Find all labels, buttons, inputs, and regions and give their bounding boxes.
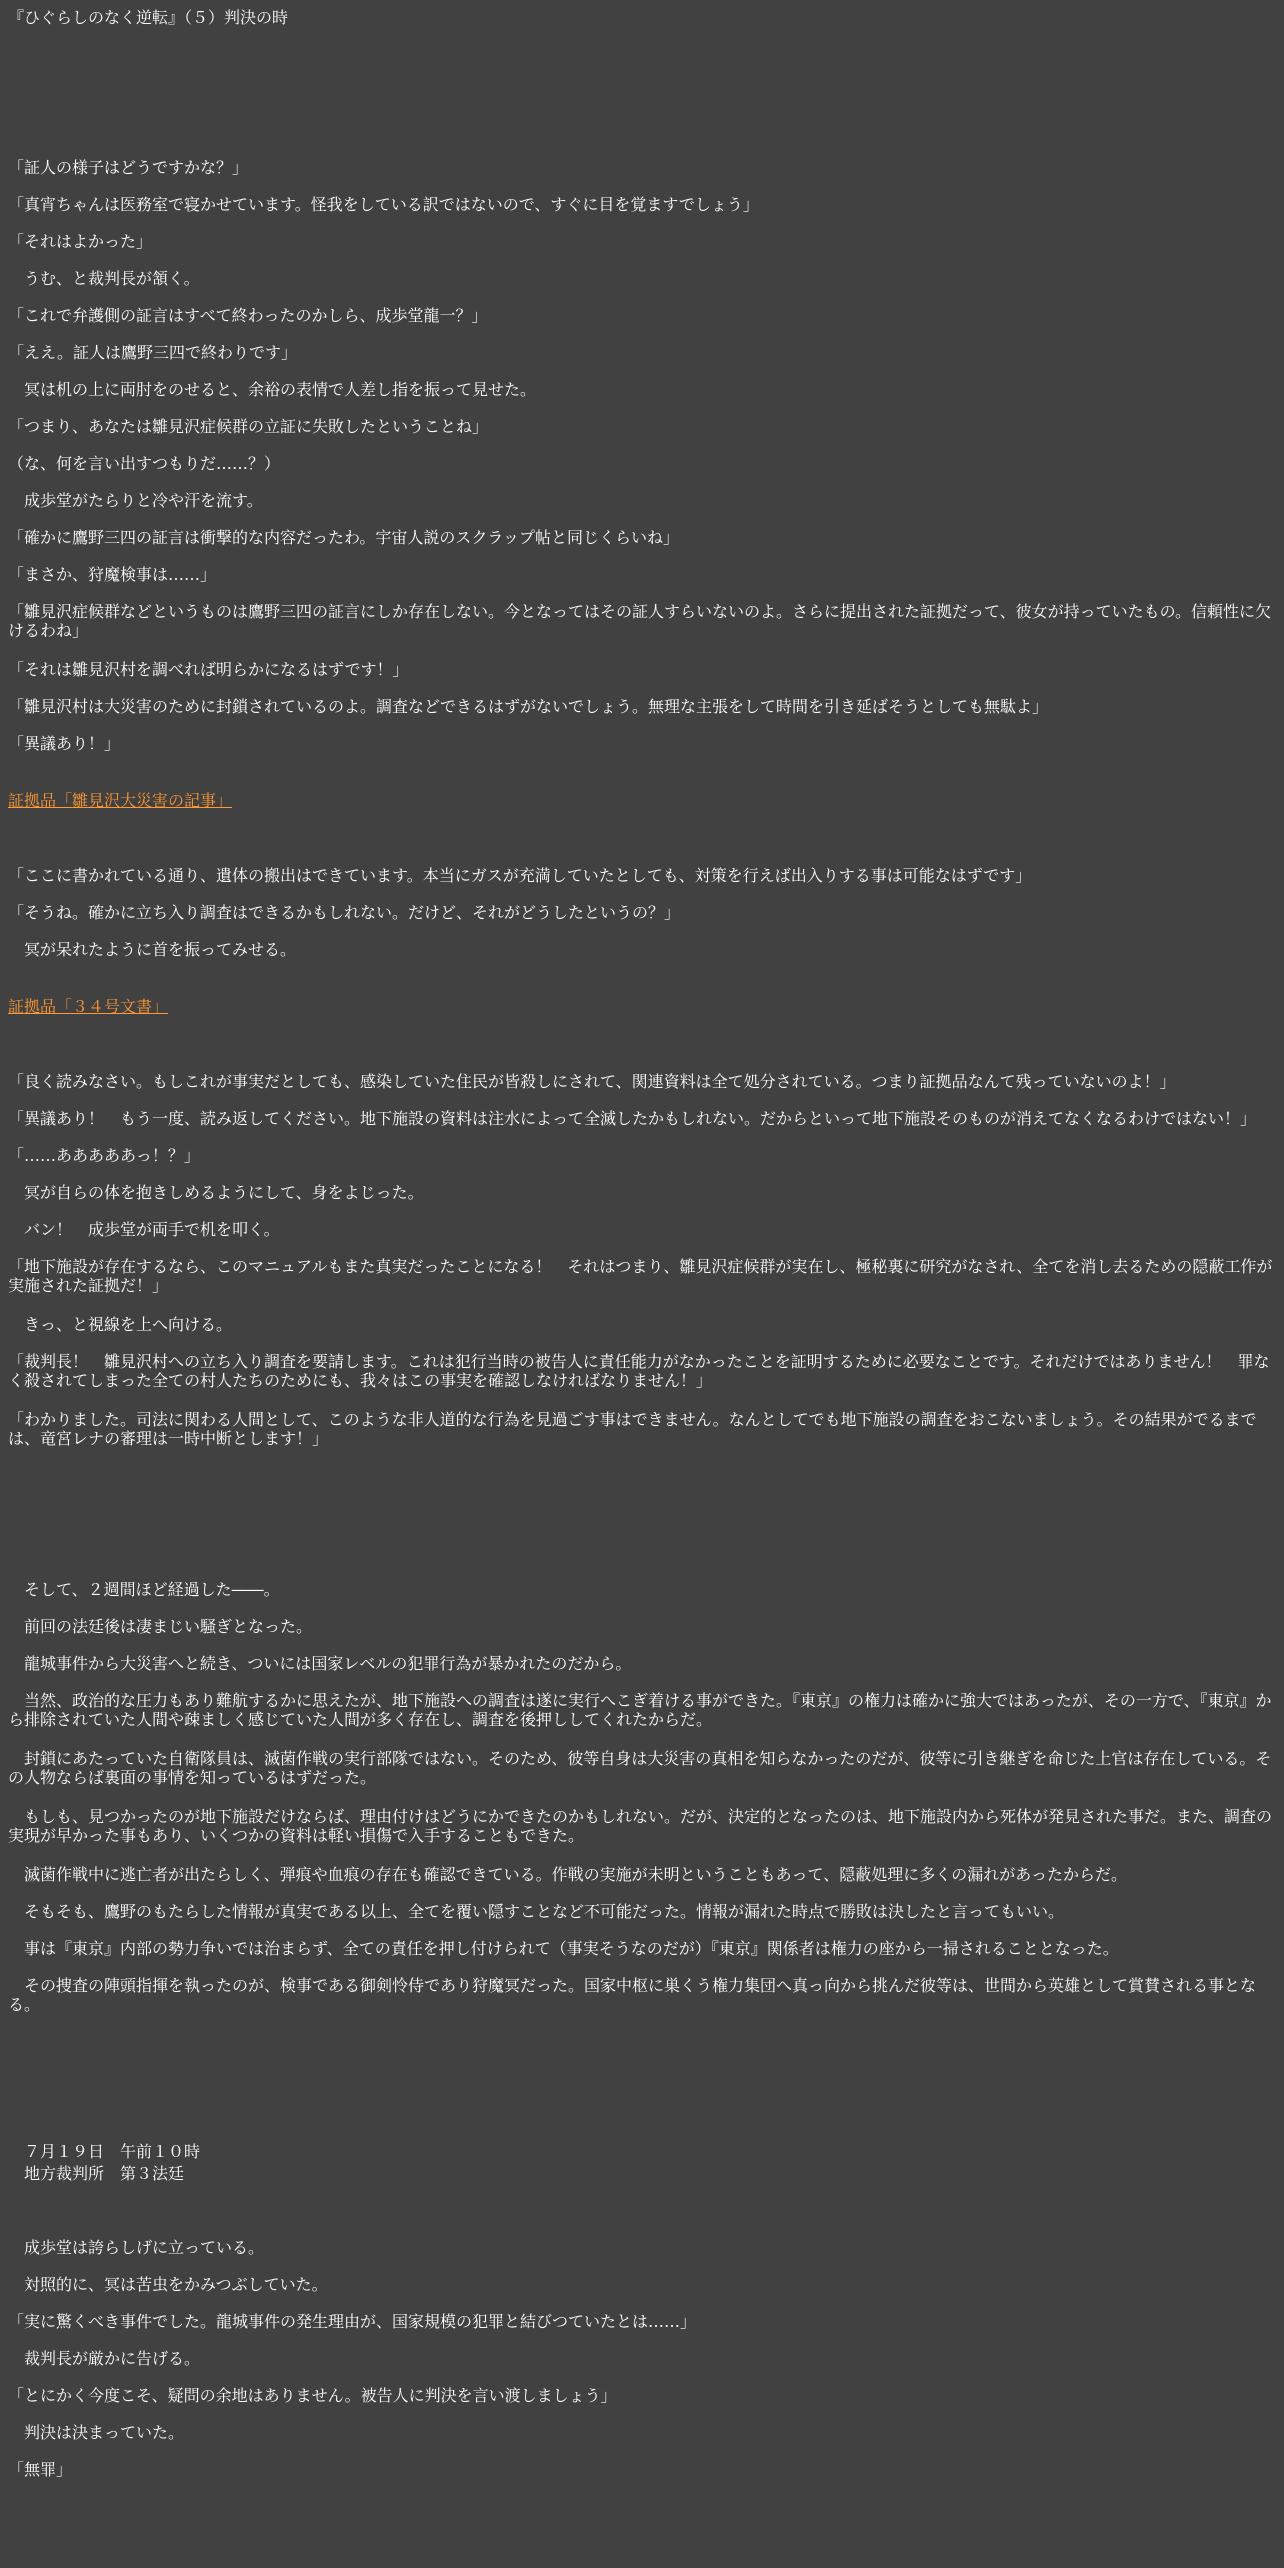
paragraph: 「証人の様子はどうですかな？」 bbox=[8, 158, 249, 177]
verdict: 「無罪」 bbox=[8, 2460, 73, 2479]
paragraph: その捜査の陣頭指揮を執ったのが、検事である御剣怜侍であり狩魔冥だった。国家中枢に巣くう権力集団へ真っ向から挑んだ彼等は、世間から英雄として賞賛される事となる。 bbox=[8, 1976, 1257, 2014]
paragraph: 「それは雛見沢村を調べれば明らかになるはずです！」 bbox=[8, 660, 409, 679]
paragraph: 「ええ。証人は鷹野三四で終わりです」 bbox=[8, 343, 297, 362]
paragraph: 「これで弁護側の証言はすべて終わったのかしら、成歩堂龍一？」 bbox=[8, 306, 488, 325]
paragraph: 「そうね。確かに立ち入り調査はできるかもしれない。だけど、それがどうしたというの？」 bbox=[8, 903, 681, 922]
paragraph: 冥は机の上に両肘をのせると、余裕の表情で人差し指を振って見せた。 bbox=[8, 380, 537, 399]
paragraph: 前回の法廷後は凄まじい騒ぎとなった。 bbox=[8, 1617, 313, 1636]
paragraph: 封鎖にあたっていた自衛隊員は、滅菌作戦の実行部隊ではない。そのため、彼等自身は大災害の真相を知らなかったのだが、彼等に引き継ぎを命じた上官は存在している。その人物ならば裏面の事情を知っているはずだった。 bbox=[8, 1749, 1272, 1787]
paragraph: 「地下施設が存在するなら、このマニュアルもまた真実だったことになる！ それはつまり、雛見沢症候群が実在し、極秘裏に研究がなされ、全てを消し去るための隠蔽工作が実施された証拠だ！」 bbox=[8, 1257, 1273, 1295]
paragraph: そして、２週間ほど経過した――。 bbox=[8, 1580, 280, 1599]
paragraph: 「……あああああっ！？」 bbox=[8, 1146, 200, 1165]
paragraph: 「異議あり！」 bbox=[8, 734, 121, 753]
paragraph: 冥が自らの体を抱きしめるようにして、身をよじった。 bbox=[8, 1183, 424, 1202]
paragraph: 「雛見沢症候群などというものは鷹野三四の証言にしか存在しない。今となってはその証人すらいないのよ。さらに提出された証拠だって、彼女が持っていたもの。信頼性に欠けるわね」 bbox=[8, 602, 1272, 640]
dateline-date: ７月１９日 午前１０時 bbox=[8, 2142, 201, 2161]
dateline-place: 地方裁判所 第３法廷 bbox=[8, 2164, 185, 2183]
paragraph: もしも、見つかったのが地下施設だけならば、理由付けはどうにかできたのかもしれない。だが、決定的となったのは、地下施設内から死体が発見された事だ。また、調査の実現が早かった事もあり、いくつかの資料は軽い損傷で入手することもできた。 bbox=[8, 1807, 1273, 1845]
paragraph: 滅菌作戦中に逃亡者が出たらしく、弾痕や血痕の存在も確認できている。作戦の実施が未明ということもあって、隠蔽処理に多くの漏れがあったからだ。 bbox=[8, 1865, 1128, 1884]
paragraph: 龍城事件から大災害へと続き、ついには国家レベルの犯罪行為が暴かれたのだから。 bbox=[8, 1654, 632, 1673]
paragraph: 冥が呆れたように首を振ってみせる。 bbox=[8, 940, 297, 959]
paragraph: バン！ 成歩堂が両手で机を叩く。 bbox=[8, 1220, 280, 1239]
paragraph: 「ここに書かれている通り、遺体の搬出はできています。本当にガスが充満していたとしても、対策を行えば出入りする事は可能なはずです」 bbox=[8, 866, 1032, 885]
paragraph: 「実に驚くべき事件でした。龍城事件の発生理由が、国家規模の犯罪と結びつていたとは……」 bbox=[8, 2312, 697, 2331]
paragraph: 「裁判長！ 雛見沢村への立ち入り調査を要請します。これは犯行当時の被告人に責任能力がなかったことを証明するために必要なことです。それだけではありません！ 罪なく殺されてしまった全ての村人たちのためにも、我々はこの事実を確認しなければなりません！」 bbox=[8, 1352, 1270, 1390]
paragraph: （な、何を言い出すつもりだ……？） bbox=[8, 454, 281, 473]
paragraph: 「まさか、狩魔検事は……」 bbox=[8, 565, 217, 584]
paragraph: 「異議あり！ もう一度、読み返してください。地下施設の資料は注水によって全滅したかもしれない。だからといって地下施設そのものが消えてなくなるわけではない！」 bbox=[8, 1109, 1257, 1128]
paragraph: 裁判長が厳かに告げる。 bbox=[8, 2349, 201, 2368]
paragraph: 判決は決まっていた。 bbox=[8, 2423, 185, 2442]
paragraph: 「確かに鷹野三四の証言は衝撃的な内容だったわ。宇宙人説のスクラップ帖と同じくらいね」 bbox=[8, 528, 680, 547]
paragraph: 「とにかく今度こそ、疑問の余地はありません。被告人に判決を言い渡しましょう」 bbox=[8, 2386, 617, 2405]
paragraph: 事は『東京』内部の勢力争いでは治まらず、全ての責任を押し付けられて（事実そうなのだが）『東京』関係者は権力の座から一掃されることとなった。 bbox=[8, 1939, 1119, 1958]
paragraph: 当然、政治的な圧力もあり難航するかに思えたが、地下施設への調査は遂に実行へこぎ着ける事ができた。『東京』の権力は確かに強大ではあったが、その一方で、『東京』から排除されていた人間や疎ましく感じていた人間が多く存在し、調査を後押ししてくれたからだ。 bbox=[8, 1691, 1272, 1729]
paragraph: 「つまり、あなたは雛見沢症候群の立証に失敗したということね」 bbox=[8, 417, 489, 436]
paragraph: 対照的に、冥は苦虫をかみつぶしていた。 bbox=[8, 2275, 328, 2294]
evidence-link-document-34[interactable]: 証拠品「３４号文書」 bbox=[8, 997, 169, 1016]
paragraph: 「わかりました。司法に関わる人間として、このような非人道的な行為を見過ごす事はできません。なんとしてでも地下施設の調査をおこないましょう。その結果がでるまでは、竜宮レナの審理は一時中断とします！」 bbox=[8, 1410, 1257, 1448]
paragraph: 「雛見沢村は大災害のために封鎖されているのよ。調査などできるはずがないでしょう。無理な主張をして時間を引き延ばそうとしても無駄よ」 bbox=[8, 697, 1049, 716]
paragraph: そもそも、鷹野のもたらした情報が真実である以上、全てを覆い隠すことなど不可能だった。情報が漏れた時点で勝敗は決したと言ってもいい。 bbox=[8, 1902, 1065, 1921]
paragraph: うむ、と裁判長が頷く。 bbox=[8, 269, 200, 288]
paragraph: 「真宵ちゃんは医務室で寝かせています。怪我をしている訳ではないので、すぐに目を覚ますでしょう」 bbox=[8, 195, 759, 214]
paragraph: 成歩堂は誇らしげに立っている。 bbox=[8, 2238, 265, 2257]
evidence-link-disaster-article[interactable]: 証拠品「雛見沢大災害の記事」 bbox=[8, 791, 233, 810]
paragraph: 「それはよかった」 bbox=[8, 232, 153, 251]
paragraph: 「良く読みなさい。もしこれが事実だとしても、感染していた住民が皆殺しにされて、関連資料は全て処分されている。つまり証拠品なんて残っていないのよ！」 bbox=[8, 1072, 1176, 1091]
paragraph: きっ、と視線を上へ向ける。 bbox=[8, 1315, 233, 1334]
story-title: 『ひぐらしのなく逆転』（５）判決の時 bbox=[8, 8, 289, 27]
paragraph: 成歩堂がたらりと冷や汗を流す。 bbox=[8, 491, 263, 510]
